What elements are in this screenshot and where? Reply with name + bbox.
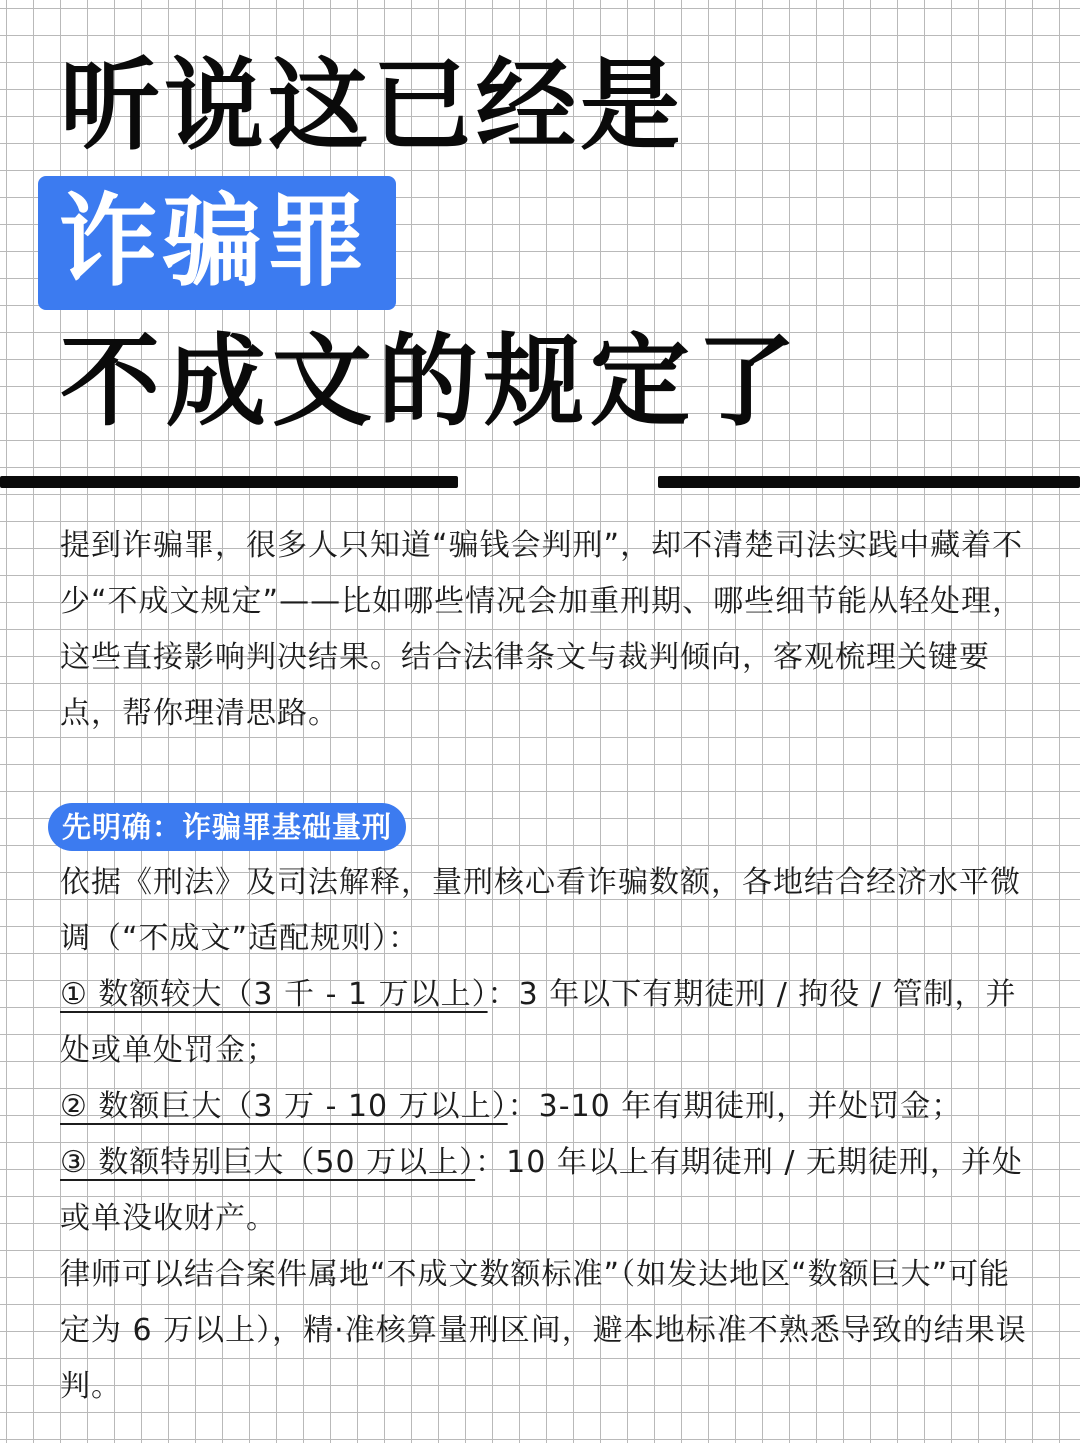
section-lead: 依据《刑法》及司法解释，量刑核心看诈骗数额，各地结合经济水平微调（“不成文”适配规则）： (60, 865, 1021, 956)
section-body (60, 855, 1030, 1415)
intro-paragraph: 提到诈骗罪，很多人只知道“骗钱会判刑”，却不清楚司法实践中藏着不少“不成文规定”——比如哪些情况会加重刑期、哪些细节能从轻处理，这些直接影响判决结果。结合法律条文与裁判倾向，客观梳理关键要点，帮你理清思路。 (60, 528, 1024, 731)
title-highlight-text: 诈骗罪 (58, 183, 370, 300)
divider-right (658, 476, 1080, 488)
divider-left (0, 476, 458, 488)
list-item-text: ：3 年以下有期徒刑 / 拘役 / 管制，并处或单处罚金； (60, 977, 1017, 1068)
list-item-text: ：3-10 年有期徒刑，并处罚金； (507, 1089, 963, 1124)
list-item (60, 1135, 1030, 1247)
title-line-1: 听说这已经是 (60, 47, 684, 164)
list-item-label: ③ 数额特别巨大（50 万以上） (60, 1145, 476, 1180)
section-tag: 先明确：诈骗罪基础量刑 (48, 803, 406, 851)
list-item (60, 1079, 1030, 1135)
list-item-label: ② 数额巨大（3 万 - 10 万以上） (60, 1089, 508, 1124)
list-item (60, 967, 1030, 1079)
closing-paragraph: 律师可以结合案件属地“不成文数额标准”（如发达地区“数额巨大”可能定为 6 万以上），精·准核算量刑区间，避本地标准不熟悉导致的结果误判。 (60, 1257, 1027, 1404)
list-item-label: ① 数额较大（3 千 - 1 万以上） (60, 977, 488, 1012)
title-line-3: 不成文的规定了 (60, 323, 802, 440)
list-item-text: ：10 年以上有期徒刑 / 无期徒刑，并处或单没收财产。 (60, 1145, 1024, 1236)
title-highlight-box (38, 176, 396, 310)
